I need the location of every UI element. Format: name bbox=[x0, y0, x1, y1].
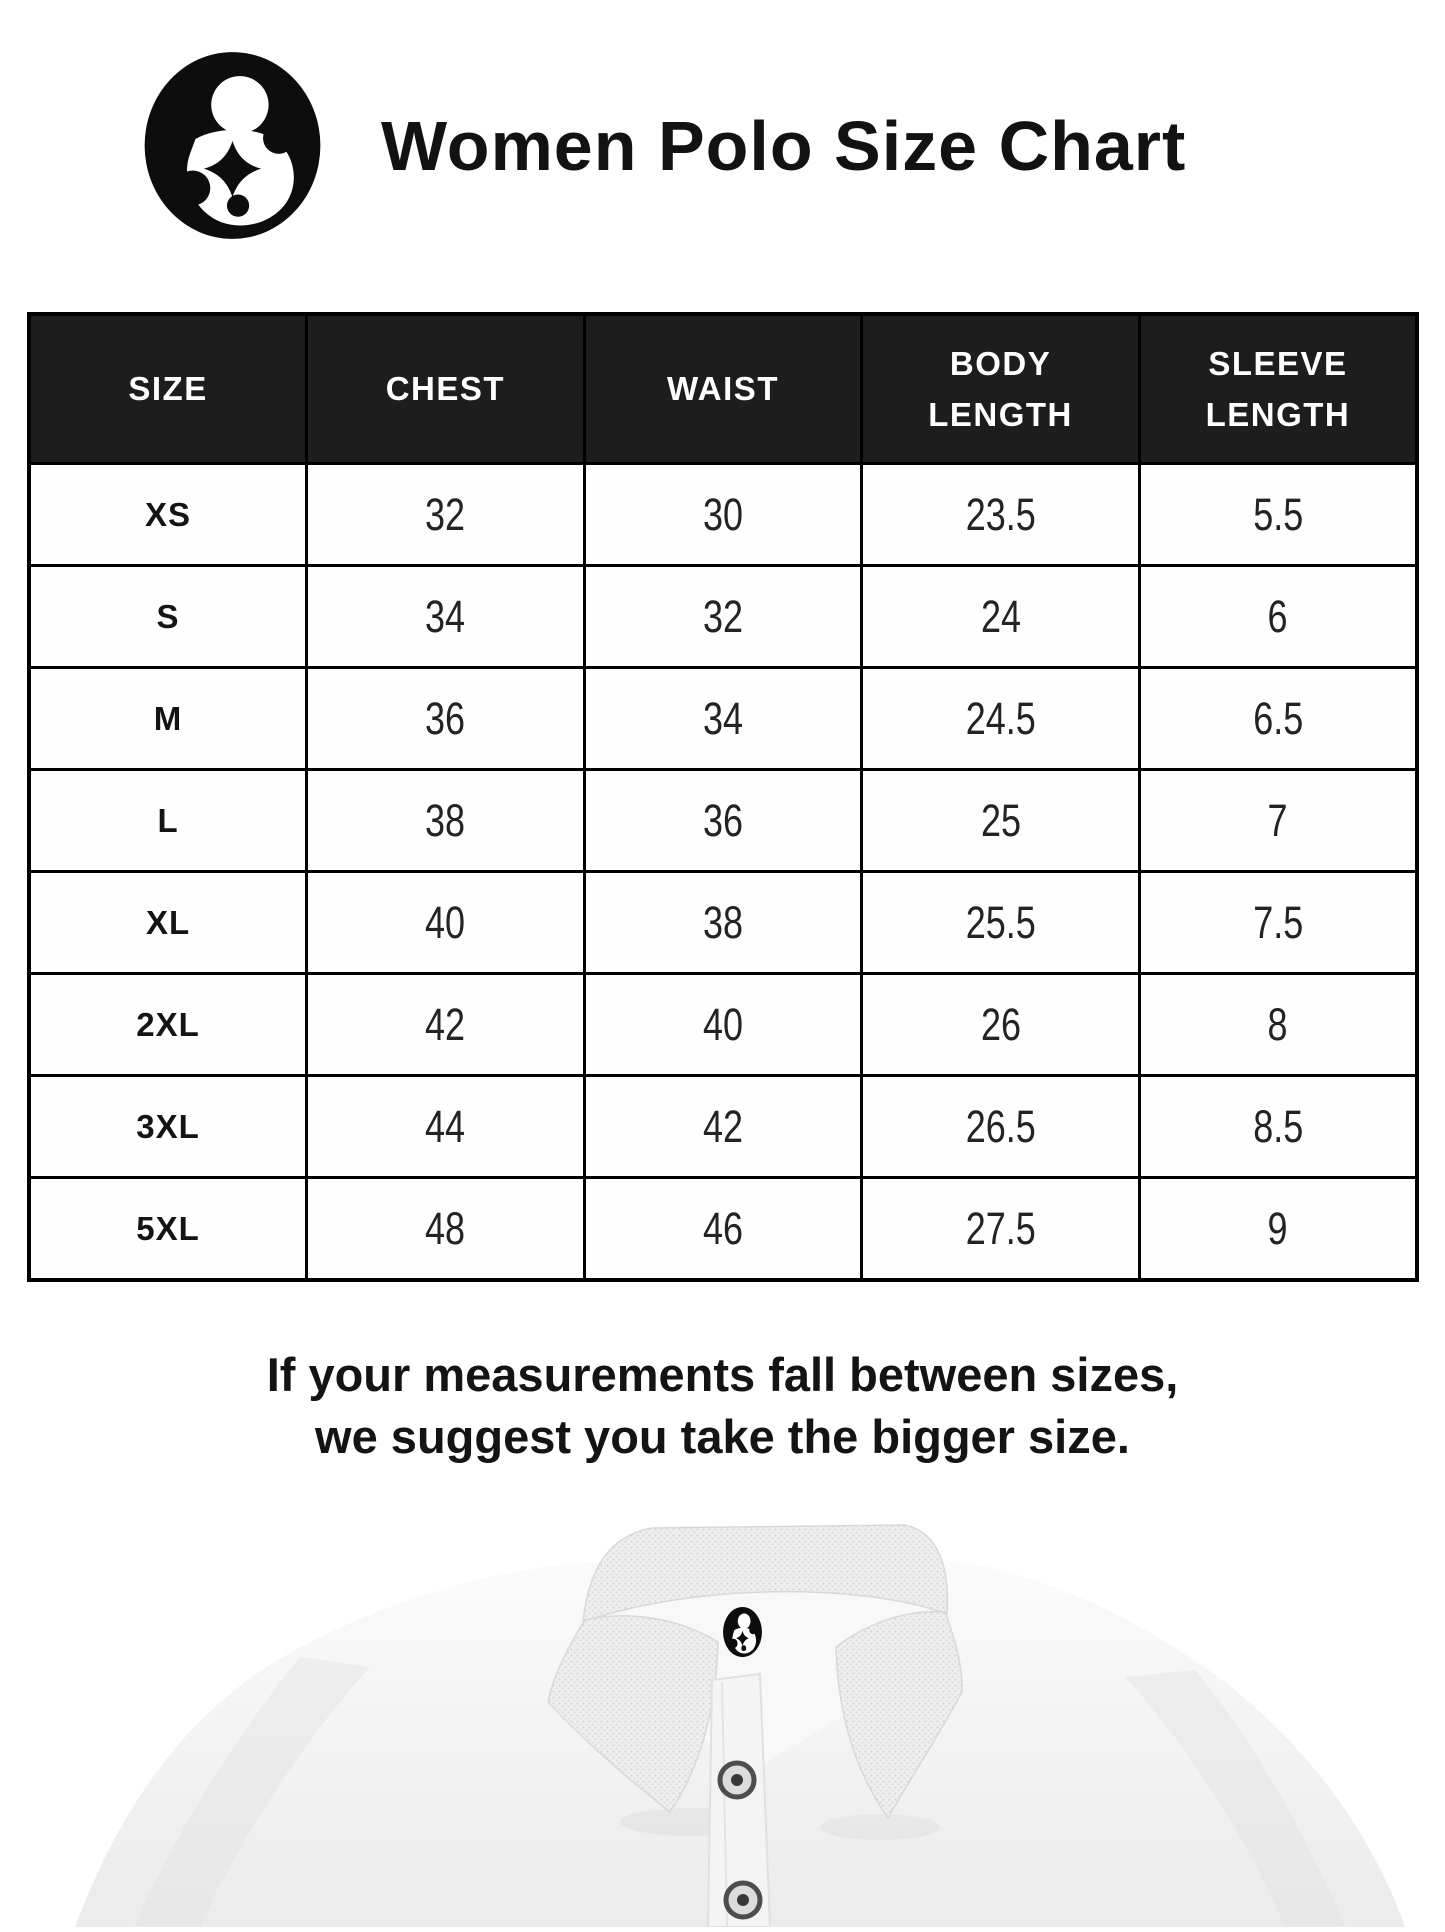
sleeve-length-value: 7 bbox=[1139, 770, 1417, 872]
chest-value: 34 bbox=[307, 566, 585, 668]
table-row bbox=[29, 566, 1417, 668]
neck-label-logo-icon bbox=[723, 1607, 762, 1657]
fit-note-line1: If your measurements fall between sizes, bbox=[266, 1348, 1179, 1401]
body-length-value: 24.5 bbox=[862, 668, 1140, 770]
waist-value: 36 bbox=[584, 770, 862, 872]
polo-shirt-image bbox=[0, 1522, 1445, 1927]
fit-note bbox=[0, 1344, 1445, 1468]
size-label: XS bbox=[29, 464, 307, 566]
brand-header bbox=[140, 48, 1186, 243]
size-label: S bbox=[29, 566, 307, 668]
table-row bbox=[29, 1178, 1417, 1281]
sleeve-length-value: 9 bbox=[1139, 1178, 1417, 1281]
body-length-value: 25.5 bbox=[862, 872, 1140, 974]
table-row bbox=[29, 1076, 1417, 1178]
chest-value: 42 bbox=[307, 974, 585, 1076]
chest-value: 40 bbox=[307, 872, 585, 974]
waist-value: 40 bbox=[584, 974, 862, 1076]
body-length-value: 23.5 bbox=[862, 464, 1140, 566]
chest-value: 48 bbox=[307, 1178, 585, 1281]
sleeve-length-value: 5.5 bbox=[1139, 464, 1417, 566]
waist-value: 30 bbox=[584, 464, 862, 566]
sleeve-length-value: 6 bbox=[1139, 566, 1417, 668]
chest-value: 36 bbox=[307, 668, 585, 770]
chest-value: 44 bbox=[307, 1076, 585, 1178]
polo-button bbox=[726, 1883, 760, 1917]
sleeve-length-value: 8 bbox=[1139, 974, 1417, 1076]
column-header-chest: CHEST bbox=[307, 314, 585, 464]
size-label: XL bbox=[29, 872, 307, 974]
page-title: Women Polo Size Chart bbox=[381, 106, 1187, 185]
chest-value: 38 bbox=[307, 770, 585, 872]
column-header-sleeve-length: SLEEVE LENGTH bbox=[1139, 314, 1417, 464]
column-header-body-length: BODY LENGTH bbox=[862, 314, 1140, 464]
body-length-value: 26.5 bbox=[862, 1076, 1140, 1178]
size-label: 3XL bbox=[29, 1076, 307, 1178]
table-row bbox=[29, 872, 1417, 974]
table-row bbox=[29, 668, 1417, 770]
column-header-size: SIZE bbox=[29, 314, 307, 464]
size-label: 5XL bbox=[29, 1178, 307, 1281]
table-row bbox=[29, 464, 1417, 566]
waist-value: 34 bbox=[584, 668, 862, 770]
chest-value: 32 bbox=[307, 464, 585, 566]
size-label: 2XL bbox=[29, 974, 307, 1076]
waist-value: 38 bbox=[584, 872, 862, 974]
waist-value: 46 bbox=[584, 1178, 862, 1281]
fit-note-line2: we suggest you take the bigger size. bbox=[315, 1410, 1130, 1464]
table-row bbox=[29, 974, 1417, 1076]
sleeve-length-value: 6.5 bbox=[1139, 668, 1417, 770]
body-length-value: 27.5 bbox=[862, 1178, 1140, 1281]
size-label: L bbox=[29, 770, 307, 872]
polo-shirt-illustration bbox=[0, 1522, 1445, 1927]
body-length-value: 24 bbox=[862, 566, 1140, 668]
table-header-row bbox=[29, 314, 1417, 464]
size-label: M bbox=[29, 668, 307, 770]
body-length-value: 26 bbox=[862, 974, 1140, 1076]
table-row bbox=[29, 770, 1417, 872]
sleeve-length-value: 7.5 bbox=[1139, 872, 1417, 974]
column-header-waist: WAIST bbox=[584, 314, 862, 464]
waist-value: 42 bbox=[584, 1076, 862, 1178]
size-chart-table bbox=[27, 312, 1419, 1282]
waist-value: 32 bbox=[584, 566, 862, 668]
polo-button bbox=[720, 1763, 754, 1797]
sleeve-length-value: 8.5 bbox=[1139, 1076, 1417, 1178]
body-length-value: 25 bbox=[862, 770, 1140, 872]
mother-baby-logo-icon bbox=[140, 48, 325, 243]
